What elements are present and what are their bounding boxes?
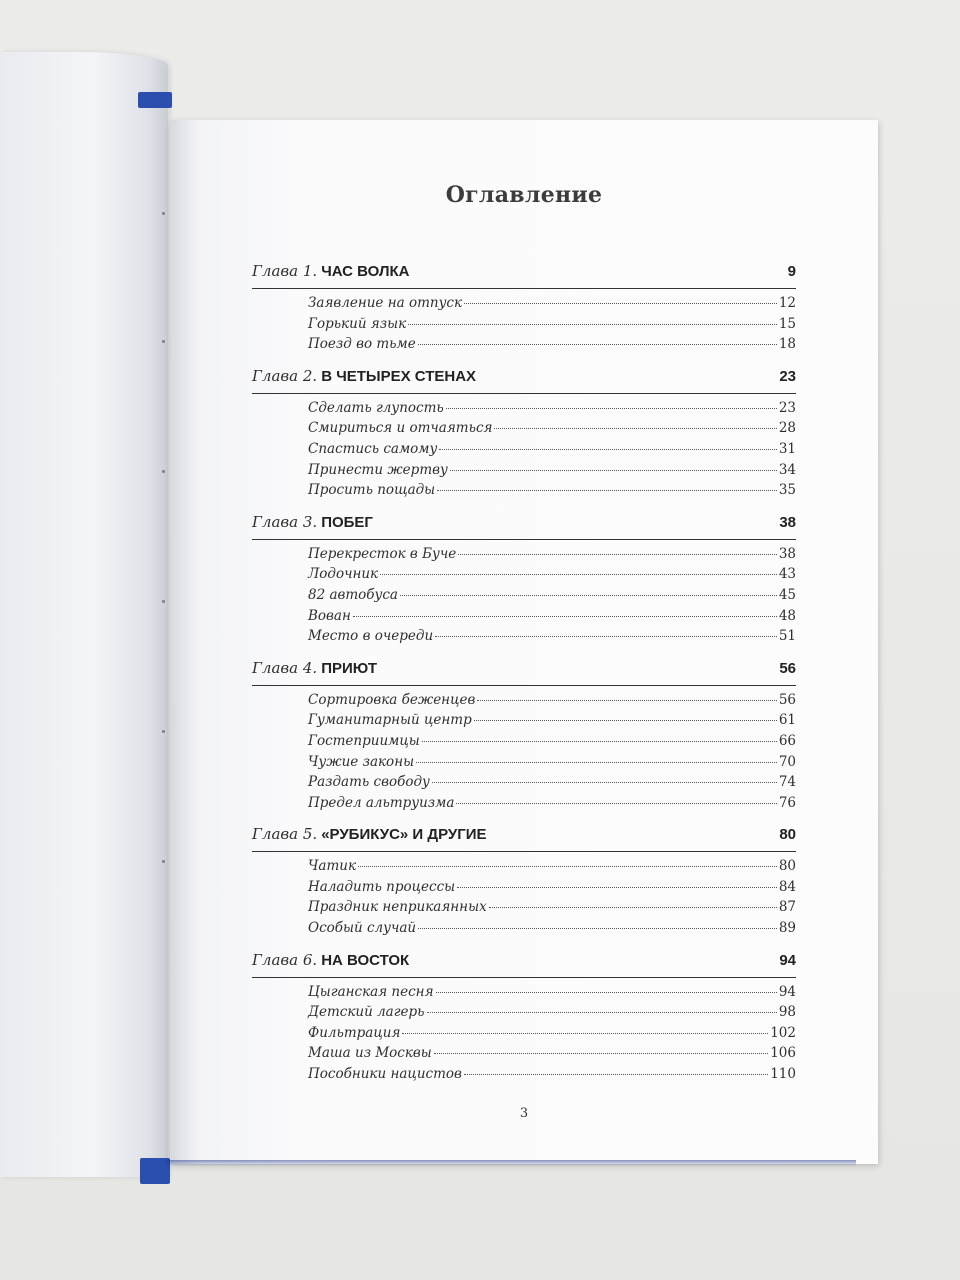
dot-leader — [380, 574, 777, 575]
chapter-page-number: 56 — [779, 659, 796, 677]
chapter-name: «РУБИКУС» И ДРУГИЕ — [321, 826, 487, 844]
chapter-name: ПРИЮТ — [321, 659, 378, 677]
toc-entry[interactable] — [308, 316, 796, 337]
section-page-number: 12 — [778, 295, 796, 311]
section-title: Наладить процессы — [308, 878, 456, 895]
section-page-number: 28 — [778, 420, 796, 437]
chapter-label: Глава 2. — [252, 366, 318, 385]
toc-entry[interactable] — [308, 420, 796, 441]
toc-entry[interactable] — [308, 1025, 796, 1046]
section-page-number: 61 — [778, 712, 796, 729]
section-page-number: 80 — [778, 858, 796, 875]
dot-leader — [489, 907, 777, 908]
section-page-number: 43 — [778, 566, 796, 583]
dot-leader — [402, 1033, 768, 1034]
section-title: Гуманитарный центр — [308, 712, 472, 729]
section-title: Перекресток в Буче — [308, 545, 457, 562]
section-title: Чатик — [308, 858, 357, 875]
chapter-page-number: 80 — [779, 826, 796, 844]
toc-entry[interactable] — [308, 628, 796, 649]
binding-stitch — [162, 212, 165, 215]
section-title: Сортировка беженцев — [308, 691, 476, 708]
section-title: Чужие законы — [308, 753, 415, 770]
chapter-name: ПОБЕГ — [321, 513, 373, 531]
chapter-heading[interactable] — [252, 513, 796, 540]
chapter-title — [252, 659, 377, 677]
toc-entry[interactable] — [308, 858, 796, 879]
dot-leader — [416, 762, 777, 763]
section-title: Смириться и отчаяться — [308, 420, 493, 437]
section-page-number: 35 — [778, 482, 796, 499]
section-title: Особый случай — [308, 920, 417, 937]
chapter-heading[interactable] — [252, 951, 796, 978]
section-list — [308, 686, 796, 820]
toc-entry[interactable] — [308, 795, 796, 816]
toc-entry[interactable] — [308, 1066, 796, 1087]
section-title: Пособники нацистов — [308, 1066, 462, 1083]
binding-stitch — [162, 470, 165, 473]
chapter-name: В ЧЕТЫРЕХ СТЕНАХ — [321, 367, 477, 385]
section-page-number: 94 — [778, 983, 796, 1000]
toc-entry[interactable] — [308, 692, 796, 713]
section-title: Раздать свободу — [308, 774, 430, 791]
chapter-heading[interactable] — [252, 825, 796, 852]
section-list — [308, 289, 796, 361]
chapter-title — [252, 367, 476, 385]
toc-entry[interactable] — [308, 879, 796, 900]
dot-leader — [456, 803, 776, 804]
toc-entry[interactable] — [308, 774, 796, 795]
section-page-number: 51 — [778, 628, 796, 645]
toc-entry[interactable] — [308, 1045, 796, 1066]
chapter-heading[interactable] — [252, 659, 796, 686]
dot-leader — [418, 928, 777, 929]
chapter-page-number: 9 — [787, 263, 796, 280]
section-title: Горький язык — [308, 315, 407, 332]
binding-stitch — [162, 860, 165, 863]
chapter-title — [252, 262, 409, 280]
dot-leader — [422, 741, 777, 742]
section-title: Предел альтруизма — [308, 794, 455, 811]
dot-leader — [400, 595, 777, 596]
chapter-title — [252, 513, 373, 531]
section-page-number: 56 — [778, 691, 796, 708]
book-cover-edge-right — [166, 1160, 856, 1166]
toc-entry[interactable] — [308, 441, 796, 462]
section-page-number: 89 — [778, 920, 796, 937]
section-page-number: 34 — [778, 461, 796, 478]
section-page-number: 48 — [778, 607, 796, 624]
section-title: Фильтрация — [308, 1024, 401, 1041]
dot-leader — [457, 887, 777, 888]
section-page-number: 102 — [770, 1024, 796, 1041]
section-title: Спастись самому — [308, 440, 438, 457]
chapter-heading[interactable] — [252, 367, 796, 394]
section-page-number: 110 — [770, 1066, 796, 1083]
chapter-label: Глава 4. — [252, 658, 318, 677]
chapter-label: Глава 1. — [252, 262, 318, 280]
section-page-number: 45 — [778, 586, 796, 603]
binding-stitch — [162, 730, 165, 733]
section-page-number: 87 — [778, 899, 796, 916]
chapter-title — [252, 825, 487, 843]
section-page-number: 31 — [778, 440, 796, 457]
section-title: Место в очереди — [308, 628, 434, 645]
dot-leader — [427, 1012, 777, 1013]
chapter-label: Глава 6. — [252, 950, 318, 969]
section-title: Вован — [308, 607, 351, 624]
section-list — [308, 852, 796, 944]
dot-leader — [474, 720, 777, 721]
binding-stitch — [162, 600, 165, 603]
section-page-number: 66 — [778, 732, 796, 749]
toc-entry[interactable] — [308, 546, 796, 567]
toc-entry[interactable] — [308, 754, 796, 775]
section-list — [308, 540, 796, 653]
dot-leader — [477, 700, 776, 701]
chapter-page-number: 23 — [779, 367, 796, 385]
dot-leader — [418, 344, 777, 345]
page-title: Оглавление — [445, 182, 603, 208]
toc-entry[interactable] — [308, 587, 796, 608]
section-title: Заявление на отпуск — [308, 295, 463, 311]
dot-leader — [437, 490, 777, 491]
section-title: Поезд во тьме — [308, 336, 416, 353]
section-page-number: 106 — [770, 1045, 796, 1062]
dot-leader — [432, 782, 777, 783]
toc-entry[interactable] — [308, 920, 796, 941]
section-title: Детский лагерь — [308, 1004, 425, 1021]
chapter-name: НА ВОСТОК — [321, 951, 410, 969]
toc-entry[interactable] — [308, 608, 796, 629]
page-number: 3 — [519, 1106, 529, 1121]
dot-leader — [435, 636, 777, 637]
dot-leader — [458, 554, 777, 555]
section-title: Лодочник — [308, 566, 379, 583]
table-of-contents — [252, 262, 796, 1091]
dot-leader — [439, 449, 777, 450]
section-title: Праздник неприкаянных — [308, 899, 487, 916]
dot-leader — [358, 866, 777, 867]
toc-entry[interactable] — [308, 482, 796, 503]
section-page-number: 84 — [778, 878, 796, 895]
section-page-number: 18 — [778, 336, 796, 353]
chapter-name: ЧАС ВОЛКА — [321, 263, 410, 280]
section-title: Сделать глупость — [308, 399, 444, 416]
chapter-title — [252, 951, 409, 969]
left-page — [0, 52, 168, 1177]
section-page-number: 76 — [778, 794, 796, 811]
section-title: Гостеприимцы — [308, 732, 420, 749]
section-page-number: 15 — [778, 315, 796, 332]
dot-leader — [436, 992, 777, 993]
chapter-page-number: 94 — [779, 951, 796, 969]
book-cover-edge-top — [138, 92, 172, 108]
toc-entry[interactable] — [308, 336, 796, 357]
section-page-number: 38 — [778, 545, 796, 562]
dot-leader — [353, 616, 777, 617]
section-title: Принести жертву — [308, 461, 448, 478]
chapter-page-number: 38 — [779, 513, 796, 531]
section-page-number: 23 — [778, 399, 796, 416]
section-page-number: 98 — [778, 1004, 796, 1021]
chapter-label: Глава 5. — [252, 825, 318, 844]
section-page-number: 70 — [778, 753, 796, 770]
section-title: Просить пощады — [308, 482, 436, 499]
section-title: Маша из Москвы — [308, 1045, 432, 1062]
toc-entry[interactable] — [308, 295, 796, 316]
toc-entry[interactable] — [308, 712, 796, 733]
dot-leader — [450, 470, 777, 471]
section-list — [308, 978, 796, 1091]
section-title: Цыганская песня — [308, 983, 434, 1000]
toc-entry[interactable] — [308, 566, 796, 587]
section-list — [308, 394, 796, 507]
toc-entry[interactable] — [308, 462, 796, 483]
chapter-heading[interactable] — [252, 262, 796, 289]
binding-stitch — [162, 340, 165, 343]
toc-entry[interactable] — [308, 733, 796, 754]
toc-entry[interactable] — [308, 400, 796, 421]
dot-leader — [408, 324, 777, 325]
section-page-number: 74 — [778, 774, 796, 791]
dot-leader — [446, 408, 777, 409]
dot-leader — [464, 1074, 768, 1075]
toc-entry[interactable] — [308, 1004, 796, 1025]
chapter-label: Глава 3. — [252, 512, 318, 531]
toc-entry[interactable] — [308, 984, 796, 1005]
dot-leader — [434, 1053, 768, 1054]
toc-entry[interactable] — [308, 899, 796, 920]
section-title: 82 автобуса — [308, 586, 398, 603]
dot-leader — [494, 428, 776, 429]
dot-leader — [464, 303, 777, 304]
